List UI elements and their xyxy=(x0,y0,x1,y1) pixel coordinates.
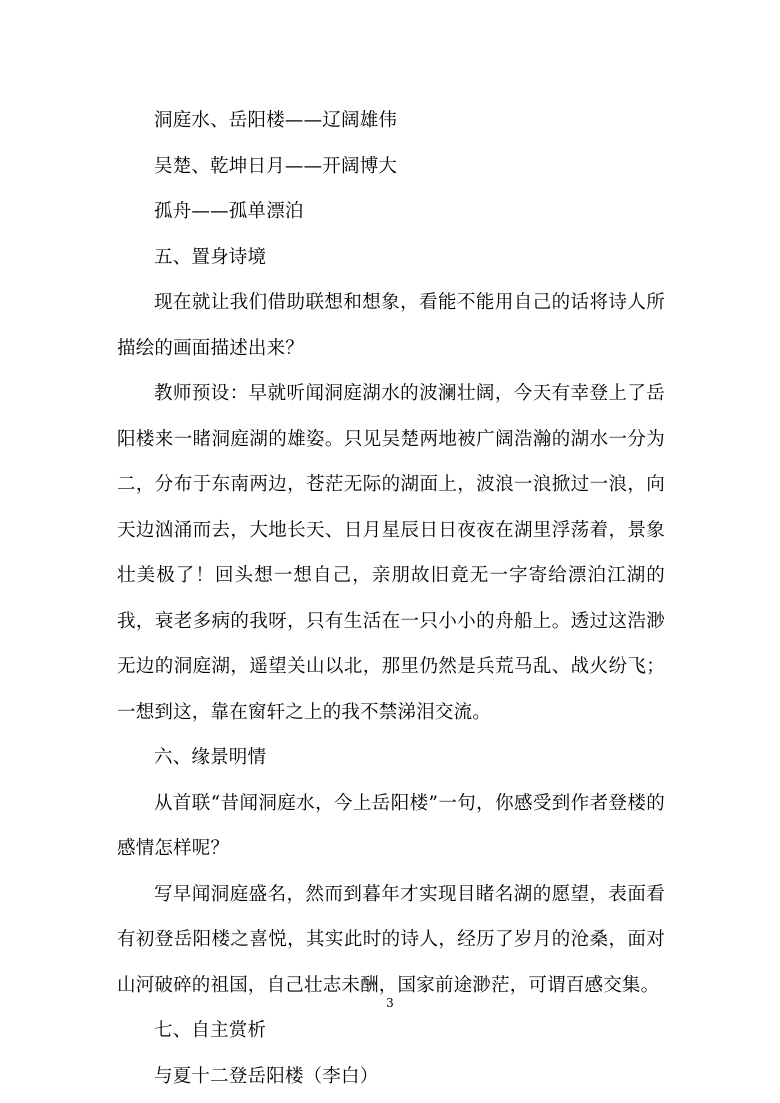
paragraph-summary-2: 吴楚、乾坤日月——开阔博大 xyxy=(154,155,398,177)
paragraph-teacher-preset: 教师预设：早就听闻洞庭湖水的波澜壮阔，今天有幸登上了岳阳楼来一睹洞庭湖的雄姿。只见吴楚两地被广阔浩瀚的湖水一分为二，分布于东南两边，苍茫无际的湖面上，波浪一浪掀过一浪，向天边汹涌而去，大地长天、日月星辰日日夜夜在湖里浮荡着，景象壮美极了！回头想一想自己，亲朋故旧竟无一字寄给漂泊江湖的我，衰老多病的我呀，只有生活在一只小小的舟船上。透过这浩渺无边的洞庭湖，遥望关山以北，那里仍然是兵荒马乱、战火纷飞；一想到这，靠在窗轩之上的我不禁涕泪交流。 xyxy=(117,383,665,723)
paragraph-answer: 写早闻洞庭盛名，然而到暮年才实现目睹名湖的愿望，表面看有初登岳阳楼之喜悦，其实此时的诗人，经历了岁月的沧桑，面对山河破碎的祖国，自己壮志未酬，国家前途渺茫，可谓百感交集。 xyxy=(117,883,665,996)
paragraph-prompt: 现在就让我们借助联想和想象，看能不能用自己的话将诗人所描绘的画面描述出来？ xyxy=(117,292,665,359)
page-number: 3 xyxy=(386,996,394,1010)
paragraph-question: 从首联“昔闻洞庭水，今上岳阳楼”一句，你感受到作者登楼的感情怎样呢？ xyxy=(117,792,665,859)
paragraph-summary-1: 洞庭水、岳阳楼——辽阔雄伟 xyxy=(154,110,398,131)
paragraph-summary-3: 孤舟——孤单漂泊 xyxy=(154,201,304,222)
document-body xyxy=(117,98,665,1099)
section-heading-7: 七、自主赏析 xyxy=(154,1020,267,1041)
section-heading-5: 五、置身诗境 xyxy=(154,246,267,268)
section-heading-6: 六、缘景明情 xyxy=(154,747,267,768)
poem-title: 与夏十二登岳阳楼（李白） xyxy=(154,1065,379,1087)
